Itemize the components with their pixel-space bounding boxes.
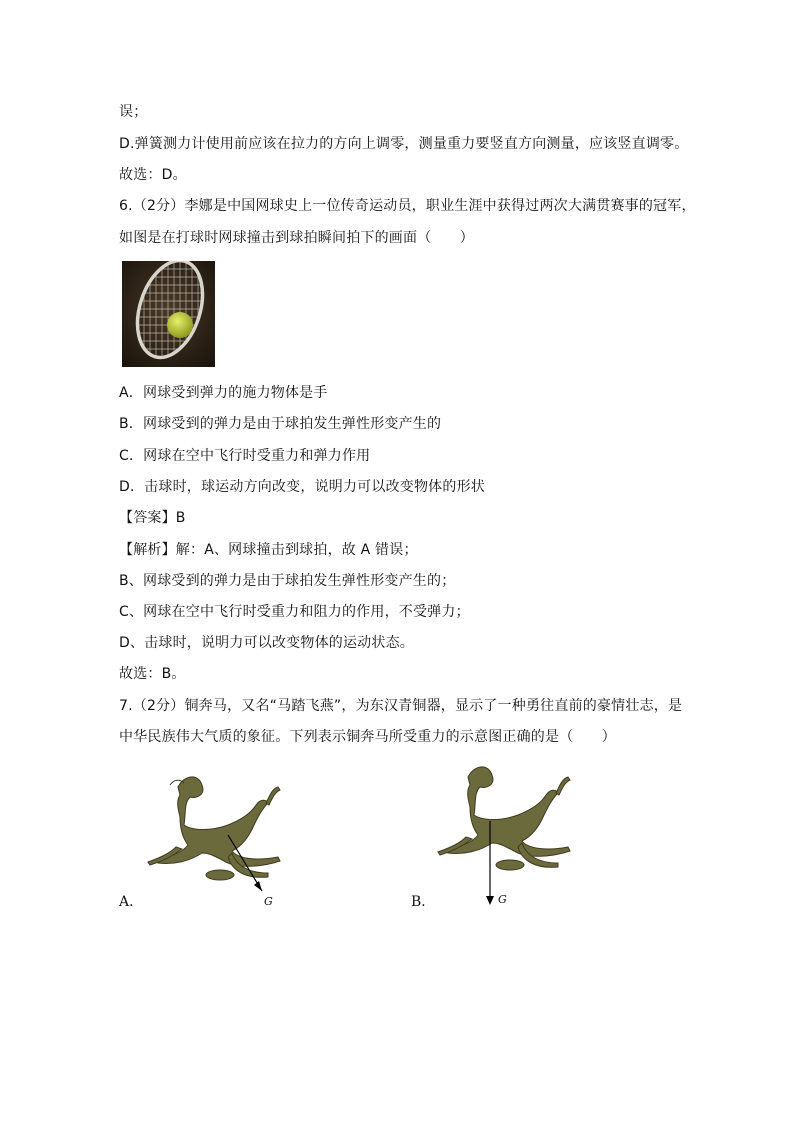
answer: 【答案】B xyxy=(119,510,186,526)
analysis-b: B、网球受到的弹力是由于球拍发生弹性形变产生的； xyxy=(119,573,456,589)
option-a: A．网球受到弹力的施力物体是手 xyxy=(119,385,328,401)
horse-figure-b xyxy=(430,755,580,905)
force-label-a: G xyxy=(264,895,273,908)
option-c: C．网球在空中飞行时受重力和弹力作用 xyxy=(119,448,371,464)
option-b: B．网球受到的弹力是由于球拍发生弹性形变产生的 xyxy=(119,416,442,432)
choose-line: 故选：B。 xyxy=(119,666,186,682)
question-6-line-2: 如图是在打球时网球撞击到球拍瞬间拍下的画面（ ） xyxy=(119,230,474,246)
line-2: D.弹簧测力计使用前应该在拉力的方向上调零，测量重力要竖直方向测量，应该竖直调零。 xyxy=(119,136,689,152)
force-label-b: G xyxy=(498,893,507,906)
line-3: 故选：D。 xyxy=(119,167,187,183)
figure-b-label: B． xyxy=(411,894,436,910)
line-1: 误； xyxy=(119,104,148,120)
question-6-line-1: 6.（2分）李娜是中国网球史上一位传奇运动员，职业生涯中获得过两次大满贯赛事的冠军， xyxy=(119,198,696,214)
question-7-line-1: 7.（2分）铜奔马，又名“马踏飞燕”，为东汉青铜器，显示了一种勇往直前的豪情壮志，是 xyxy=(119,698,683,714)
question-7-line-2: 中华民族伟大气质的象征。下列表示铜奔马所受重力的示意图正确的是（ ） xyxy=(119,729,616,745)
analysis-d: D、击球时，说明力可以改变物体的运动状态。 xyxy=(119,635,414,651)
analysis: 【解析】解：A、网球撞击到球拍，故 A 错误； xyxy=(119,542,418,558)
figure-a-label: A． xyxy=(119,894,144,910)
horse-figure-a xyxy=(140,765,290,905)
tennis-racket-image xyxy=(122,261,215,367)
option-d: D．击球时，球运动方向改变，说明力可以改变物体的形状 xyxy=(119,479,485,495)
analysis-c: C、网球在空中飞行时受重力和阻力的作用，不受弹力； xyxy=(119,604,470,620)
